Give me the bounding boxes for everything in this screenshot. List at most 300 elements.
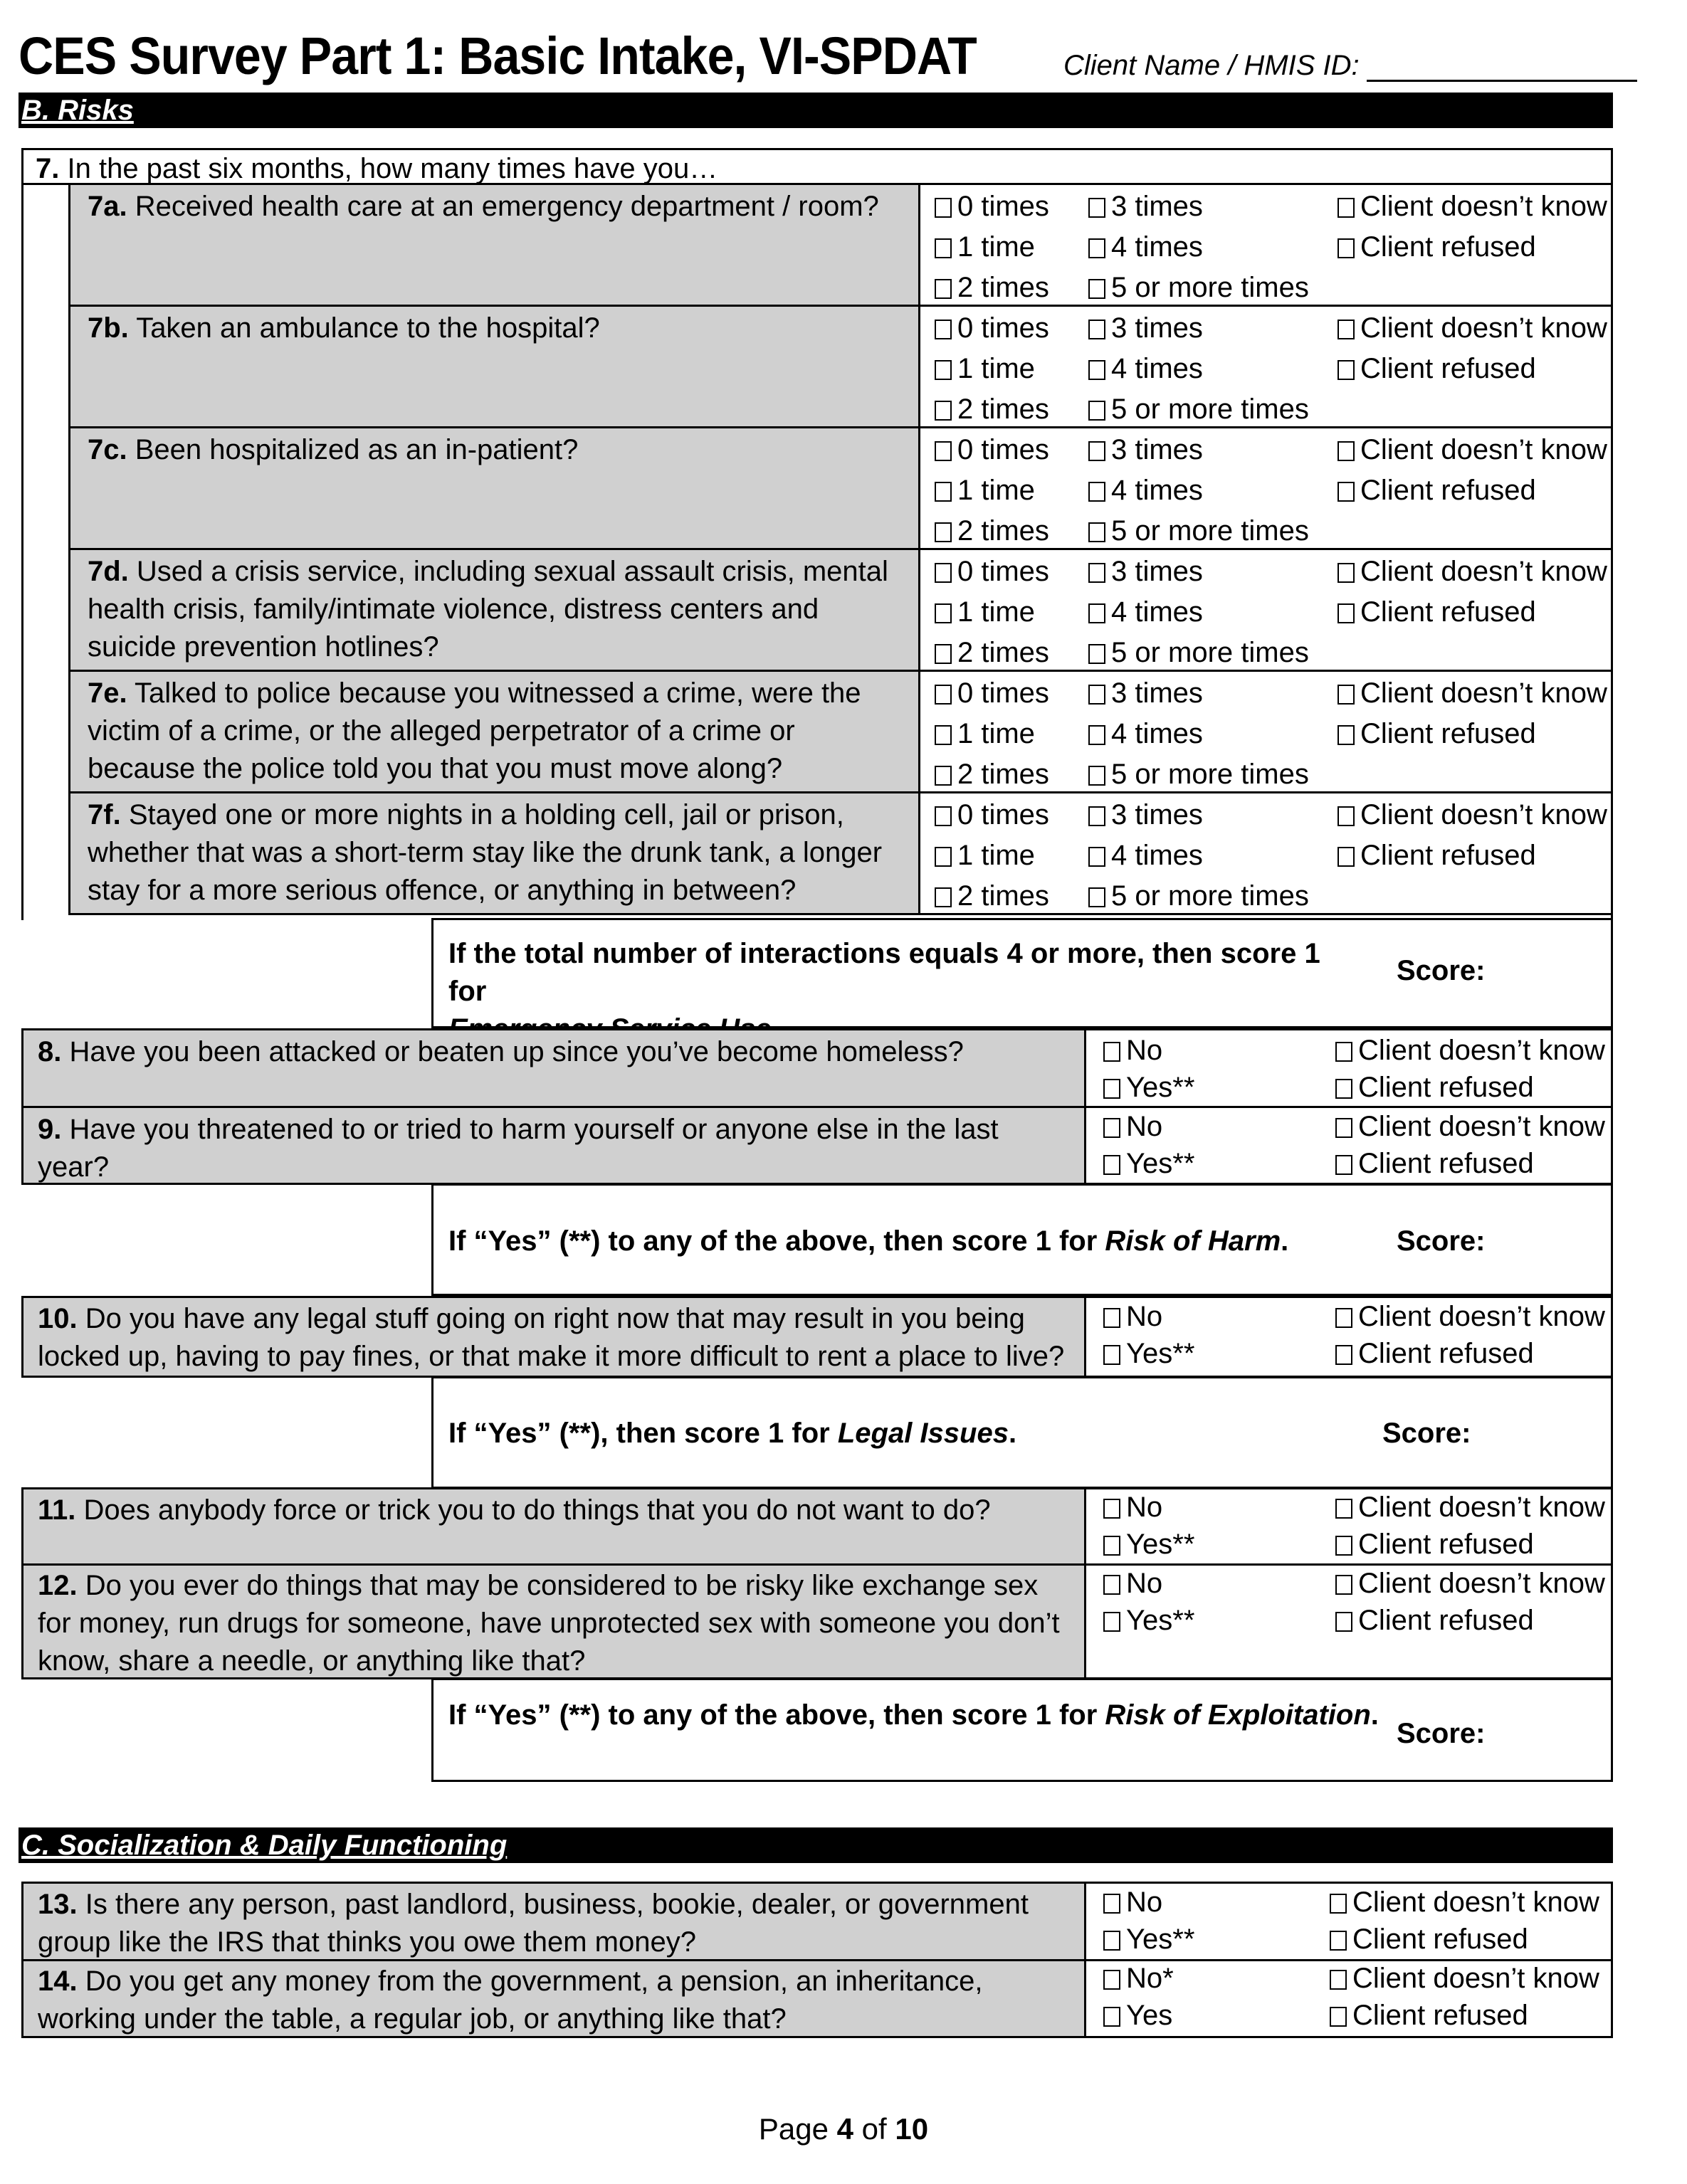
opt-label: Client doesn’t know — [1360, 556, 1607, 587]
footer-of: of — [853, 2112, 895, 2146]
q7-option[interactable] — [1337, 592, 1536, 632]
q7-sub-question — [70, 672, 920, 791]
checkbox-icon[interactable] — [1337, 847, 1355, 867]
harm-score-text: If “Yes” (**) to any of the above, then score 1 for — [448, 1225, 1105, 1257]
q7-option[interactable] — [935, 349, 1035, 389]
opt-label: Client doesn’t know — [1352, 1887, 1599, 1918]
checkbox-icon[interactable] — [1103, 1042, 1120, 1062]
q7-option[interactable] — [1337, 227, 1536, 267]
q7-option[interactable] — [935, 552, 1049, 591]
checkbox-icon[interactable] — [1335, 1499, 1352, 1519]
opt-label: 4 times — [1111, 718, 1203, 749]
q14-no[interactable] — [1103, 1958, 1174, 1998]
checkbox-icon[interactable] — [935, 887, 952, 907]
q9-dk[interactable] — [1335, 1107, 1605, 1146]
checkbox-icon[interactable] — [935, 563, 952, 583]
q7-option[interactable] — [1088, 592, 1203, 632]
q7-score-label: Score: — [1397, 955, 1486, 986]
opt-label: No — [1126, 1111, 1163, 1142]
opt-label: Yes** — [1126, 1605, 1195, 1636]
q7-option[interactable] — [1088, 470, 1203, 510]
opt-label: 3 times — [1111, 434, 1203, 465]
checkbox-icon[interactable] — [1103, 1345, 1120, 1365]
q13-number: 13. — [38, 1889, 78, 1920]
q10-yes[interactable] — [1103, 1334, 1194, 1373]
checkbox-icon[interactable] — [1103, 1931, 1120, 1951]
checkbox-icon[interactable] — [1103, 1536, 1120, 1556]
q7-option[interactable] — [935, 268, 1049, 307]
q10-text: Do you have any legal stuff going on right now that may result in you being locked up, having to pay fines, or that make it more difficult to rent a place to live? — [38, 1303, 1065, 1372]
opt-label: No — [1126, 1301, 1163, 1332]
page-header — [19, 24, 1627, 93]
q12-dk[interactable] — [1335, 1563, 1605, 1603]
q11-no[interactable] — [1103, 1487, 1162, 1527]
checkbox-icon[interactable] — [1088, 198, 1105, 218]
q7-sub-question — [70, 307, 920, 426]
checkbox-icon[interactable] — [1335, 1042, 1352, 1062]
q7-option[interactable] — [935, 876, 1049, 916]
q10-no[interactable] — [1103, 1297, 1162, 1336]
q13-refused[interactable] — [1330, 1919, 1528, 1959]
q7-option[interactable] — [935, 835, 1035, 875]
opt-label: 2 times — [957, 515, 1049, 547]
client-id-field[interactable] — [1063, 50, 1637, 82]
footer-prefix: Page — [758, 2112, 837, 2146]
checkbox-icon[interactable] — [1103, 1894, 1120, 1914]
opt-label: 0 times — [957, 312, 1049, 344]
opt-label: Client doesn’t know — [1358, 1301, 1605, 1332]
opt-label: 4 times — [1111, 353, 1203, 384]
opt-label: 1 time — [957, 231, 1035, 263]
checkbox-icon[interactable] — [1337, 725, 1355, 745]
checkbox-icon[interactable] — [1335, 1155, 1352, 1175]
q8-number: 8. — [38, 1036, 62, 1067]
harm-score-emph: Risk of Harm — [1105, 1225, 1281, 1257]
opt-label: 4 times — [1111, 475, 1203, 506]
checkbox-icon[interactable] — [1103, 2007, 1120, 2027]
checkbox-icon[interactable] — [1337, 685, 1355, 705]
opt-label: Yes** — [1126, 1072, 1195, 1103]
q11-yes[interactable] — [1103, 1524, 1194, 1564]
opt-label: 1 time — [957, 718, 1035, 749]
checkbox-icon[interactable] — [1335, 1536, 1352, 1556]
checkbox-icon[interactable] — [935, 279, 952, 299]
opt-label: No — [1126, 1568, 1163, 1599]
checkbox-icon[interactable] — [1337, 360, 1355, 380]
page-footer — [0, 2112, 1687, 2146]
q11-dk[interactable] — [1335, 1487, 1605, 1527]
opt-label: Client doesn’t know — [1360, 191, 1607, 222]
checkbox-icon[interactable] — [1088, 644, 1105, 664]
opt-label: Client refused — [1360, 718, 1536, 749]
checkbox-icon[interactable] — [1103, 1155, 1120, 1175]
checkbox-icon[interactable] — [1335, 1118, 1352, 1138]
opt-label: Yes** — [1126, 1338, 1195, 1369]
checkbox-icon[interactable] — [1088, 766, 1105, 786]
section-c-title: C. Socialization & Daily Functioning — [21, 1830, 508, 1861]
q9-yes[interactable] — [1103, 1144, 1194, 1183]
legal-score-emph: Legal Issues — [837, 1418, 1009, 1449]
q7-option[interactable] — [1088, 795, 1203, 835]
section-c-header — [19, 1827, 1613, 1863]
q12-yes[interactable] — [1103, 1600, 1194, 1640]
checkbox-icon[interactable] — [1337, 238, 1355, 258]
q12-question — [23, 1564, 1084, 1683]
section-b-title: B. Risks — [21, 95, 134, 126]
checkbox-icon[interactable] — [1330, 1894, 1347, 1914]
checkbox-icon[interactable] — [935, 441, 952, 461]
opt-label: Client refused — [1358, 1072, 1534, 1103]
checkbox-icon[interactable] — [935, 603, 952, 623]
q7-option[interactable] — [1088, 430, 1203, 470]
q14-refused[interactable] — [1330, 1995, 1528, 2035]
checkbox-icon[interactable] — [935, 320, 952, 339]
checkbox-icon[interactable] — [1103, 1079, 1120, 1099]
q7-option[interactable] — [935, 592, 1035, 632]
opt-label: 0 times — [957, 434, 1049, 465]
harm-score-label: Score: — [1397, 1225, 1486, 1257]
q7-intro-number: 7. — [36, 153, 60, 184]
opt-label: Client refused — [1358, 1529, 1534, 1560]
q7-option[interactable] — [1337, 714, 1536, 754]
opt-label: 1 time — [957, 353, 1035, 384]
opt-label: Client refused — [1360, 231, 1536, 263]
q7-option[interactable] — [1337, 673, 1607, 713]
checkbox-icon[interactable] — [935, 401, 952, 421]
opt-label: Yes** — [1126, 1924, 1195, 1955]
checkbox-icon[interactable] — [1088, 441, 1105, 461]
checkbox-icon[interactable] — [1088, 279, 1105, 299]
checkbox-icon[interactable] — [1088, 847, 1105, 867]
opt-label: 3 times — [1111, 677, 1203, 709]
section-b-header — [19, 93, 1613, 128]
q7-option[interactable] — [935, 633, 1049, 672]
opt-label: No — [1126, 1035, 1163, 1066]
checkbox-icon[interactable] — [1337, 441, 1355, 461]
checkbox-icon[interactable] — [1103, 1575, 1120, 1595]
q7-score-text: If the total number of interactions equals 4 or more, then score 1 for — [448, 938, 1320, 1007]
q7-option[interactable] — [1088, 308, 1203, 348]
opt-label: Client refused — [1360, 840, 1536, 871]
q11-text: Does anybody force or trick you to do things that you do not want to do? — [83, 1494, 991, 1526]
opt-label: Client refused — [1360, 475, 1536, 506]
q7-option[interactable] — [1088, 714, 1203, 754]
opt-label: Client refused — [1360, 353, 1536, 384]
opt-label: Client doesn’t know — [1352, 1963, 1599, 1994]
opt-label: Client doesn’t know — [1360, 312, 1607, 344]
q7-sub-question — [70, 428, 920, 548]
q7-sub-row — [68, 672, 1613, 793]
q7-option[interactable] — [935, 430, 1049, 470]
q7-option[interactable] — [1088, 673, 1203, 713]
q12-refused[interactable] — [1335, 1600, 1534, 1640]
footer-page-total: 10 — [895, 2112, 929, 2146]
q10-refused[interactable] — [1335, 1334, 1534, 1373]
q7-option[interactable] — [935, 754, 1049, 794]
checkbox-icon[interactable] — [1088, 360, 1105, 380]
checkbox-icon[interactable] — [1337, 806, 1355, 826]
q13-text: Is there any person, past landlord, business, bookie, dealer, or government group like the IRS that thinks you owe them money? — [38, 1889, 1029, 1958]
checkbox-icon[interactable] — [1103, 1499, 1120, 1519]
q7-option[interactable] — [1088, 186, 1203, 226]
q8-no[interactable] — [1103, 1030, 1162, 1070]
q13-no[interactable] — [1103, 1882, 1162, 1922]
checkbox-icon[interactable] — [1330, 1931, 1347, 1951]
checkbox-icon[interactable] — [1337, 198, 1355, 218]
q11-question — [23, 1489, 1084, 1532]
q7-sub-text: Taken an ambulance to the hospital? — [136, 312, 600, 344]
q9-no[interactable] — [1103, 1107, 1162, 1146]
q7-option[interactable] — [935, 714, 1035, 754]
opt-label: 0 times — [957, 677, 1049, 709]
q8-text: Have you been attacked or beaten up since you’ve become homeless? — [69, 1036, 964, 1067]
checkbox-icon[interactable] — [935, 482, 952, 502]
q7-option[interactable] — [1088, 511, 1309, 551]
opt-label: 1 time — [957, 596, 1035, 628]
opt-label: 1 time — [957, 475, 1035, 506]
exploit-score-text: If “Yes” (**) to any of the above, then score 1 for — [448, 1699, 1105, 1731]
opt-label: 5 or more times — [1111, 272, 1309, 303]
checkbox-icon[interactable] — [1088, 887, 1105, 907]
q13-yes[interactable] — [1103, 1919, 1194, 1959]
q9-number: 9. — [38, 1114, 62, 1145]
opt-label: 2 times — [957, 272, 1049, 303]
checkbox-icon[interactable] — [935, 360, 952, 380]
checkbox-icon[interactable] — [935, 806, 952, 826]
checkbox-icon[interactable] — [1337, 320, 1355, 339]
checkbox-icon[interactable] — [1335, 1612, 1352, 1632]
q7-option[interactable] — [935, 186, 1049, 226]
checkbox-icon[interactable] — [1088, 522, 1105, 542]
q7-sub-text: Used a crisis service, including sexual assault crisis, mental health crisis, family/intimate violence, distress centers and suicide prevention hotlines? — [88, 556, 888, 663]
checkbox-icon[interactable] — [1103, 1970, 1120, 1990]
q7-option[interactable] — [935, 511, 1049, 551]
checkbox-icon[interactable] — [1335, 1079, 1352, 1099]
opt-label: 2 times — [957, 394, 1049, 425]
opt-label: 3 times — [1111, 556, 1203, 587]
q8-question — [23, 1030, 1084, 1074]
q7-sub-number: 7c. — [88, 434, 127, 465]
opt-label: Client doesn’t know — [1358, 1111, 1605, 1142]
q7-sub-number: 7d. — [88, 556, 129, 587]
q7-sub-text: Been hospitalized as an in-patient? — [135, 434, 579, 465]
q13-dk[interactable] — [1330, 1882, 1599, 1922]
q7-option[interactable] — [1088, 389, 1309, 429]
checkbox-icon[interactable] — [1335, 1308, 1352, 1328]
opt-label: Yes** — [1126, 1529, 1195, 1560]
opt-label: 2 times — [957, 880, 1049, 912]
opt-label: 5 or more times — [1111, 880, 1309, 912]
q9-question — [23, 1108, 1084, 1189]
exploit-score-emph: Risk of Exploitation — [1105, 1699, 1371, 1731]
q7-option[interactable] — [1337, 795, 1607, 835]
checkbox-icon[interactable] — [1088, 482, 1105, 502]
opt-label: No* — [1126, 1963, 1174, 1994]
opt-label: 4 times — [1111, 596, 1203, 628]
q7-option[interactable] — [1337, 186, 1607, 226]
q8-dk[interactable] — [1335, 1030, 1605, 1070]
q7-sub-row — [68, 185, 1613, 307]
q7-option[interactable] — [1337, 308, 1607, 348]
q7-option[interactable] — [935, 470, 1035, 510]
opt-label: No — [1126, 1887, 1163, 1918]
document-title: CES Survey Part 1: Basic Intake, VI-SPDAT — [19, 26, 977, 85]
opt-label: Yes — [1126, 2000, 1173, 2031]
q7-sub-row — [68, 793, 1613, 915]
client-id-blank[interactable] — [1367, 53, 1637, 82]
q9-text: Have you threatened to or tried to harm yourself or anyone else in the last year? — [38, 1114, 999, 1183]
opt-label: 0 times — [957, 556, 1049, 587]
exploit-score-label: Score: — [1397, 1718, 1486, 1749]
checkbox-icon[interactable] — [1088, 806, 1105, 826]
q7-sub-question — [70, 185, 920, 305]
q14-yes[interactable] — [1103, 1995, 1172, 2035]
opt-label: 1 time — [957, 840, 1035, 871]
opt-label: Client doesn’t know — [1358, 1492, 1605, 1523]
checkbox-icon[interactable] — [935, 198, 952, 218]
q7-sub-text: Stayed one or more nights in a holding cell, jail or prison, whether that was a short-term stay like the drunk tank, a longer stay for a more serious offence, or anything in between? — [88, 799, 883, 906]
checkbox-icon[interactable] — [935, 725, 952, 745]
opt-label: 0 times — [957, 799, 1049, 830]
opt-label: Client doesn’t know — [1358, 1035, 1605, 1066]
q7-option[interactable] — [935, 227, 1035, 267]
q7-option[interactable] — [935, 795, 1049, 835]
q7-option[interactable] — [935, 308, 1049, 348]
q8-yes[interactable] — [1103, 1067, 1194, 1107]
checkbox-icon[interactable] — [935, 847, 952, 867]
q10-number: 10. — [38, 1303, 78, 1334]
q11-number: 11. — [38, 1494, 76, 1526]
q7-option[interactable] — [1337, 470, 1536, 510]
opt-label: 3 times — [1111, 191, 1203, 222]
opt-label: 5 or more times — [1111, 394, 1309, 425]
q7-sub-number: 7e. — [88, 677, 127, 709]
exploit-score-note: If “Yes” (**) to any of the above, then score 1 for Risk of Exploitation. — [448, 1699, 1379, 1731]
checkbox-icon[interactable] — [1088, 725, 1105, 745]
client-id-label: Client Name / HMIS ID: — [1063, 50, 1360, 81]
q7-sub-question — [70, 793, 920, 913]
q7-option[interactable] — [1088, 552, 1203, 591]
q7-option[interactable] — [1088, 227, 1203, 267]
checkbox-icon[interactable] — [1335, 1345, 1352, 1365]
q14-question — [23, 1960, 1084, 2041]
checkbox-icon[interactable] — [1088, 320, 1105, 339]
q13-question — [23, 1883, 1084, 1964]
q7-sub-text: Received health care at an emergency department / room? — [135, 191, 879, 222]
q7-option[interactable] — [1337, 552, 1607, 591]
checkbox-icon[interactable] — [1088, 238, 1105, 258]
opt-label: 2 times — [957, 637, 1049, 668]
checkbox-icon[interactable] — [1103, 1612, 1120, 1632]
opt-label: No — [1126, 1492, 1163, 1523]
opt-label: Client refused — [1352, 1924, 1528, 1955]
opt-label: Client refused — [1358, 1148, 1534, 1179]
opt-label: 2 times — [957, 759, 1049, 790]
q7-sub-number: 7f. — [88, 799, 121, 830]
q7-option[interactable] — [935, 389, 1049, 429]
checkbox-icon[interactable] — [935, 644, 952, 664]
opt-label: 3 times — [1111, 312, 1203, 344]
opt-label: 5 or more times — [1111, 637, 1309, 668]
opt-label: Client refused — [1358, 1605, 1534, 1636]
q7-option[interactable] — [1337, 349, 1536, 389]
opt-label: Client refused — [1358, 1338, 1534, 1369]
q12-number: 12. — [38, 1570, 78, 1601]
checkbox-icon[interactable] — [1337, 482, 1355, 502]
q7-option[interactable] — [1088, 754, 1309, 794]
checkbox-icon[interactable] — [935, 522, 952, 542]
footer-page-number: 4 — [836, 2112, 854, 2146]
q10-dk[interactable] — [1335, 1297, 1605, 1336]
q14-number: 14. — [38, 1966, 78, 1997]
opt-label: Client refused — [1352, 2000, 1528, 2031]
q7-option[interactable] — [1088, 633, 1309, 672]
opt-label: 5 or more times — [1111, 515, 1309, 547]
q14-text: Do you get any money from the government, a pension, an inheritance, working under the table, a regular job, or anything like that? — [38, 1966, 983, 2035]
q7-option[interactable] — [1088, 876, 1309, 916]
q8-refused[interactable] — [1335, 1067, 1534, 1107]
checkbox-icon[interactable] — [1088, 603, 1105, 623]
harm-score-note: If “Yes” (**) to any of the above, then score 1 for Risk of Harm. — [448, 1225, 1289, 1257]
checkbox-icon[interactable] — [1088, 563, 1105, 583]
q7-intro-text: In the past six months, how many times have you… — [67, 153, 718, 184]
opt-label: Client doesn’t know — [1358, 1568, 1605, 1599]
legal-score-note: If “Yes” (**), then score 1 for Legal Issues. — [448, 1418, 1017, 1449]
q14-dk[interactable] — [1330, 1958, 1599, 1998]
checkbox-icon[interactable] — [1337, 563, 1355, 583]
checkbox-icon[interactable] — [1330, 1970, 1347, 1990]
q7-sub-row — [68, 307, 1613, 428]
q7-option[interactable] — [935, 673, 1049, 713]
q7-sub-row — [68, 428, 1613, 550]
q7-option[interactable] — [1088, 349, 1203, 389]
q7-option[interactable] — [1088, 268, 1309, 307]
q7-option[interactable] — [1088, 835, 1203, 875]
q12-no[interactable] — [1103, 1563, 1162, 1603]
checkbox-icon[interactable] — [1337, 603, 1355, 623]
opt-label: 4 times — [1111, 840, 1203, 871]
checkbox-icon[interactable] — [935, 766, 952, 786]
q10-question — [23, 1297, 1084, 1378]
q9-refused[interactable] — [1335, 1144, 1534, 1183]
opt-label: Client refused — [1360, 596, 1536, 628]
q7-sub-question — [70, 550, 920, 670]
opt-label: 4 times — [1111, 231, 1203, 263]
q11-refused[interactable] — [1335, 1524, 1534, 1564]
q7-option[interactable] — [1337, 835, 1536, 875]
checkbox-icon[interactable] — [1103, 1308, 1120, 1328]
checkbox-icon[interactable] — [1335, 1575, 1352, 1595]
checkbox-icon[interactable] — [1088, 401, 1105, 421]
q7-sub-number: 7b. — [88, 312, 129, 344]
q12-text: Do you ever do things that may be considered to be risky like exchange sex for money, run drugs for someone, have unprotected sex with someone you don’t know, share a needle, or anything like that? — [38, 1570, 1060, 1677]
checkbox-icon[interactable] — [935, 685, 952, 705]
checkbox-icon[interactable] — [935, 238, 952, 258]
legal-score-label: Score: — [1382, 1418, 1471, 1449]
opt-label: Client doesn’t know — [1360, 799, 1607, 830]
checkbox-icon[interactable] — [1103, 1118, 1120, 1138]
q7-intro — [21, 149, 1613, 185]
legal-score-text: If “Yes” (**), then score 1 for — [448, 1418, 838, 1449]
checkbox-icon[interactable] — [1330, 2007, 1347, 2027]
opt-label: 3 times — [1111, 799, 1203, 830]
checkbox-icon[interactable] — [1088, 685, 1105, 705]
q7-sub-text: Talked to police because you witnessed a crime, were the victim of a crime, or the alleged perpetrator of a crime or because the police told you that you must move along? — [88, 677, 861, 784]
q7-option[interactable] — [1337, 430, 1607, 470]
opt-label: Yes** — [1126, 1148, 1195, 1179]
opt-label: 0 times — [957, 191, 1049, 222]
q7-sub-row — [68, 550, 1613, 672]
